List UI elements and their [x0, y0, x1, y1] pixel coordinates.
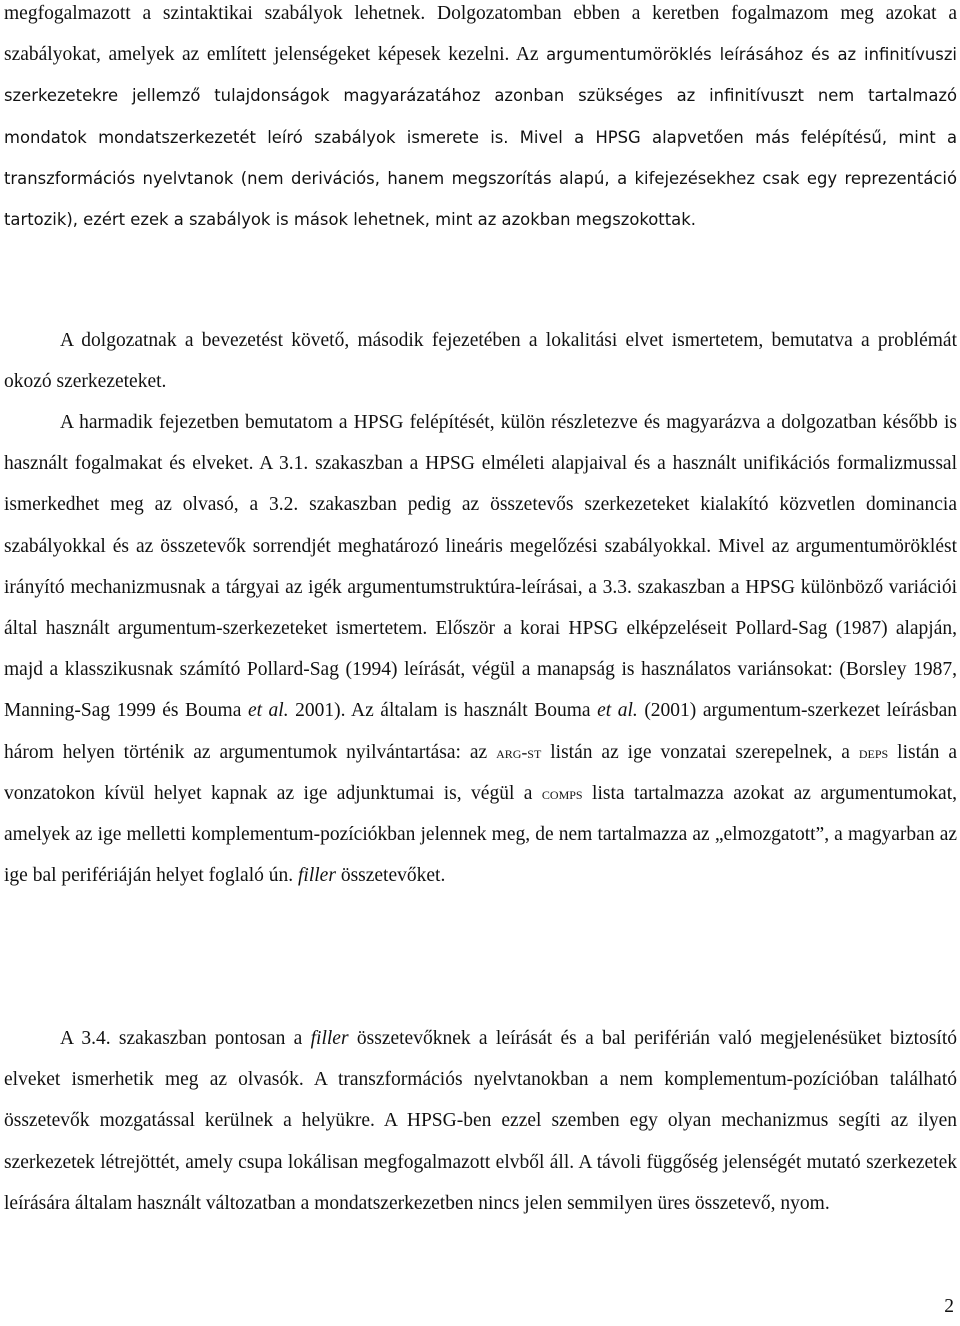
paragraph-3	[4, 402, 957, 896]
paragraph-3-text-f: lista tartalmazza azokat az argumentumokat, amelyek az ige melletti komplementum-pozíciókban jelennek meg, de nem tartalmazza az „elmozgatott”, a magyarban az ige bal perifériáján helyet foglaló ún.	[4, 782, 958, 887]
paragraph-4-text-b: összetevőknek a leírását és a bal periférián való megjelenésüket biztosító elveket ismerhetik meg az olvasók. A transzformációs nyelvtanokban a nem komplementum-pozícióban található összetevők mozgatással kerülnek a helyükre. A HPSG-ben ezzel szemben egy olyan mechanizmus segíti az ilyen szerkezetek létrejöttét, amely csupa lokálisan megfogalmazott elvből áll. A távoli függőség jelenségét mutató szerkezetek leírására általam használt változatban a mondatszerkezetben nincs jelen semmilyen üres összetevő, nyom.	[4, 1028, 957, 1214]
paragraph-1-text-a: megfogalmazott a szintaktikai szabályok lehetnek. Dolgozatomban ebben a keretben fogalmazom meg azokat a szabályokat, amelyek az említett jelenségeket képesek kezelni. Az	[4, 3, 957, 66]
paragraph-3-text-b: 2001). Az általam is használt Bouma	[288, 700, 598, 722]
et-al-italic: et al.	[247, 700, 289, 722]
et-al-italic: et al.	[597, 700, 638, 722]
filler-italic: filler	[310, 1028, 349, 1049]
arg-st-term: arg-st	[496, 741, 542, 762]
page-number: 2	[944, 1296, 954, 1317]
paragraph-3-text-c: (2001) argumentum-szerkezet leírásban három helyen történik az argumentumok nyilvántartása: az	[4, 700, 958, 763]
paragraph-4	[4, 1018, 957, 1224]
paragraph-2: A dolgozatnak a bevezetést követő, második fejezetében a lokalitási elvet ismertetem, bemutatva a problémát okozó szerkezeteket.	[4, 330, 957, 393]
paragraph-3-text-g: összetevőket.	[335, 865, 446, 887]
deps-term: deps	[858, 741, 889, 762]
paragraph-4-text-a: A 3.4. szakaszban pontosan a	[60, 1028, 311, 1049]
filler-italic: filler	[298, 865, 336, 887]
paragraph-1	[4, 0, 957, 240]
paragraph-3-text-e: listán a vonzatokon kívül helyet kapnak az ige adjunktumai is, végül a	[4, 741, 957, 804]
paragraph-1-text-c: Mivel a HPSG alapvetően más felépítésű, mint a transzformációs nyelvtanok (nem derivációs, hanem megszorítás alapú, a kifejezésekhez csak egy reprezentáció tartozik), ezért ezek a szabályok is mások lehetnek, mint az azokban megszokottak.	[4, 127, 957, 230]
comps-term: comps	[541, 782, 583, 803]
paragraph-3-text-a: A harmadik fejezetben bemutatom a HPSG felépítését, külön részletezve és magyarázva a dolgozatban később is használt fogalmakat és elveket. A 3.1. szakaszban a HPSG elméleti alapjaival és a használt unifikációs formalizmussal ismerkedhet meg az olvasó, a 3.2. szakaszban pedig az összetevős szerkezeteket kialakító közvetlen dominancia szabályokkal és az összetevők sorrendjét meghatározó lineáris megelőzési szabályokkal. Mivel az argumentumöröklést irányító mechanizmusnak a tárgyai az igék argumentumstruktúra-leírásai, a 3.3. szakaszban a HPSG különböző variációi által használt argumentum-szerkezeteket ismertetem. Először a korai HPSG elképzeléseit Pollard-Sag (1987) alapján, majd a klasszikusnak számító Pollard-Sag (1994) leírását, végül a manapság is használatos variánsokat: (Borsley 1987, Manning-Sag 1999 és Bouma	[4, 412, 957, 722]
paragraph-1-text-b: argumentumöröklés leírásához és az infinitívuszi szerkezetekre jellemző tulajdonságok magyarázatához azonban szükséges az infinitívuszt nem tartalmazó mondatok mondatszerkezetét leíró szabályok ismerete is.	[4, 45, 957, 147]
paragraph-3-text-d: listán az ige vonzatai szerepelnek, a	[541, 741, 859, 763]
